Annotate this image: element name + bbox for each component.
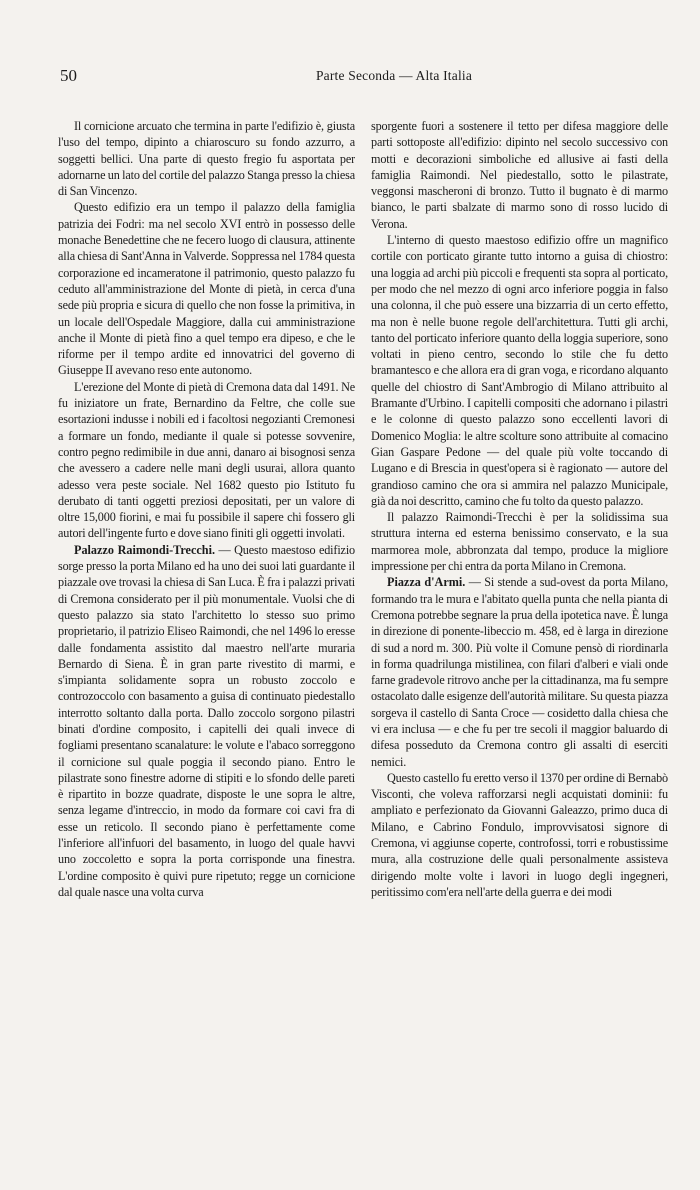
right-column: [371, 118, 668, 1160]
paragraph: Questo castello fu eretto verso il 1370 per ordine di Bernabò Visconti, che voleva rafforzarsi negli acquistati dominii: fu ampliato e perfezionato da Giovanni Galeazzo, primo duca di Milano, e Cabrino Fondulo, improvvisatosi signore di Cremona, vi aggiunse coperte, controfossi, torri e robustissime mura, alla costruzione delle quali personalmente assisteva dirigendo molte volte i lavori in luogo degli ingegneri, peritissimo com'era nell'arte della guerra e dei modi: [371, 770, 668, 899]
paragraph: Il cornicione arcuato che termina in parte l'edifizio è, giusta l'uso del tempo, dipinto a chiaroscuro su fondo azzurro, a soggetti bellici. Una parte di questo fregio fu asportata per adornarne un lato del cortile del palazzo Stanga presso la chiesa di San Vincenzo.: [58, 119, 355, 199]
left-column: [58, 118, 355, 1160]
paragraph: Piazza d'Armi. — Si stende a sud-ovest da porta Milano, formando tra le mura e l'abitato quella punta che nella pianta di Cremona potrebbe segnare la prua della ipotetica nave. È lunga in direzione di ponente-libeccio m. 458, ed è larga in direzione di sud a nord m. 300. Più volte il Comune pensò di riordinarla in forma quadrilunga mistilinea, con filari d'alberi e viali onde farne gradevole ritrovo anche per la cittadinanza, ma fu sempre ostacolato dalle esigenze dell'autorità militare. Su questa piazza sorgeva il castello di Santa Croce — cosidetto dalla chiesa che vi era inclusa — e che fu per tre secoli il maggior baluardo di difesa posseduto da Cremona contro gli assalti di eserciti nemici.: [371, 575, 668, 769]
section-heading: Palazzo Raimondi-Trecchi.: [74, 542, 215, 557]
page-number: 50: [60, 66, 77, 85]
paragraph: L'interno di questo maestoso edifizio offre un magnifico cortile con porticato girante tutto intorno a guisa di chiostro: una loggia ad archi più piccoli e frequenti sta sopra al porticato, per modo che nel mezzo di ogni arco inferiore poggia in falso una colonna, il che può essere una bizzarria di un certo effetto, ma non è nelle buone regole dell'architettura. Tutti gli archi, tanto del porticato inferiore quanto della loggia superiore, sono voltati in pieno centro, secondo lo stile che fu detto bramantesco e che allora era di gran voga, e ricordano alquanto quelle del chiostro di Sant'Ambrogio di Milano attribuito al Bramante d'Urbino. I capitelli compositi che adornano i pilastri e le colonne di questo palazzo sono eccellenti lavori di Domenico Moglia: le altre scolture sono attribuite al comacino Gian Gaspare Pedone — del quale più volte toccando di Lugano e di Brescia in quest'opera si è ragionato — autore del grandioso camino che ora si ammira nel palazzo Municipale, già da noi descritto, camino che fu tolto da questo palazzo.: [371, 233, 668, 508]
paragraph: Palazzo Raimondi-Trecchi. — Questo maestoso edifizio sorge presso la porta Milano ed ha uno dei suoi lati guardante il piazzale ove trovasi la chiesa di San Luca. È fra i palazzi privati di Cremona considerato per il più monumentale. Vuolsi che di questo palazzo sia stato l'architetto lo stesso suo primo proprietario, il patrizio Eliseo Raimondi, che nel 1496 lo eresse dalle fondamenta assistito dal maestro nell'arte muraria Bernardo di Siena. È in gran parte rivestito di marmi, e s'impianta solidamente sopra un robusto zoccolo e controzoccolo con basamento a guisa di continuato piedestallo interrotto soltanto dalla porta. Dallo zoccolo sorgono pilastri binati d'ordine composito, i capitelli dei quali invece di fogliami presentano scanalature: le volute e l'abaco sorreggono il cornicione sul quale poggia il secondo piano. Entro le pilastrate sono finestre adorne di stipiti e lo sfondo delle pareti è ripartito in bozze quadrate, disposte le une sopra le altre, senza legame d'intreccio, in modo da formare coi cavi fra di esse un reticolo. Il secondo piano è perfettamente come l'inferiore all'infuori del basamento, in luogo del quale havvi uno zoccoletto e sopra la porta corrisponde una finestra. L'ordine composito è quivi pure ripetuto; regge un cornicione dal quale nasce una volta curva: [58, 542, 355, 899]
body-text: [58, 118, 668, 1160]
page-header: [60, 66, 668, 90]
paragraph: sporgente fuori a sostenere il tetto per difesa maggiore delle parti sottoposte all'edifizio: dipinto nel secolo successivo con motti e decorazioni simboliche ed allusive ai fasti della famiglia Raimondi. Nel piedestallo, sotto le pilastrate, veggonsi mascheroni di bronzo. Tutto il bugnato è di marmo bianco, le parti sbalzate di marmo sono di rosso lucido di Verona.: [371, 119, 668, 231]
paragraph: Il palazzo Raimondi-Trecchi è per la solidissima sua struttura interna ed esterna benissimo conservato, e la sua marmorea mole, abbronzata dal tempo, produce la migliore impressione per chi entra da porta Milano in Cremona.: [371, 510, 668, 574]
paragraph: Questo edifizio era un tempo il palazzo della famiglia patrizia dei Fodri: ma nel secolo XVI entrò in possesso delle monache Benedettine che ne fecero luogo di clausura, attinente alla chiesa di Sant'Anna in Valverde. Soppressa nel 1784 questa corporazione ed incameratone il patrimonio, questo palazzo fu ceduto all'amministrazione del Monte di pietà, in cerca d'una sede più propria e sicura di quello che non fosse la primitiva, in un locale dell'Ospedale Maggiore, dalla cui amministrazione anche il Monte di pietà fino a quel tempo era dipeso, e che le riforme per il tempo ardite ed innovatrici del governo di Giuseppe II avevano reso ente autonomo.: [58, 200, 355, 378]
paragraph: L'erezione del Monte di pietà di Cremona data dal 1491. Ne fu iniziatore un frate, Bernardino da Feltre, che colle sue esortazioni indusse i nobili ed i facoltosi negozianti Cremonesi a formare un fondo, mediante il quale si potesse sovvenire, contro pegno redimibile in due anni, danaro ai bisognosi senza che avessero a cadere nelle mani degli usurai, allora quanto adesso vera peste sociale. Nel 1682 questo pio Istituto fu derubato di tanti oggetti preziosi depositati, per un valore di oltre 15,000 fiorini, e mai fu possibile il sapere chi fossero gli autori dell'ingente furto e dove siano finiti gli oggetti involati.: [58, 379, 355, 541]
running-head: Parte Seconda — Alta Italia: [315, 68, 473, 83]
section-heading: Piazza d'Armi.: [387, 575, 466, 590]
